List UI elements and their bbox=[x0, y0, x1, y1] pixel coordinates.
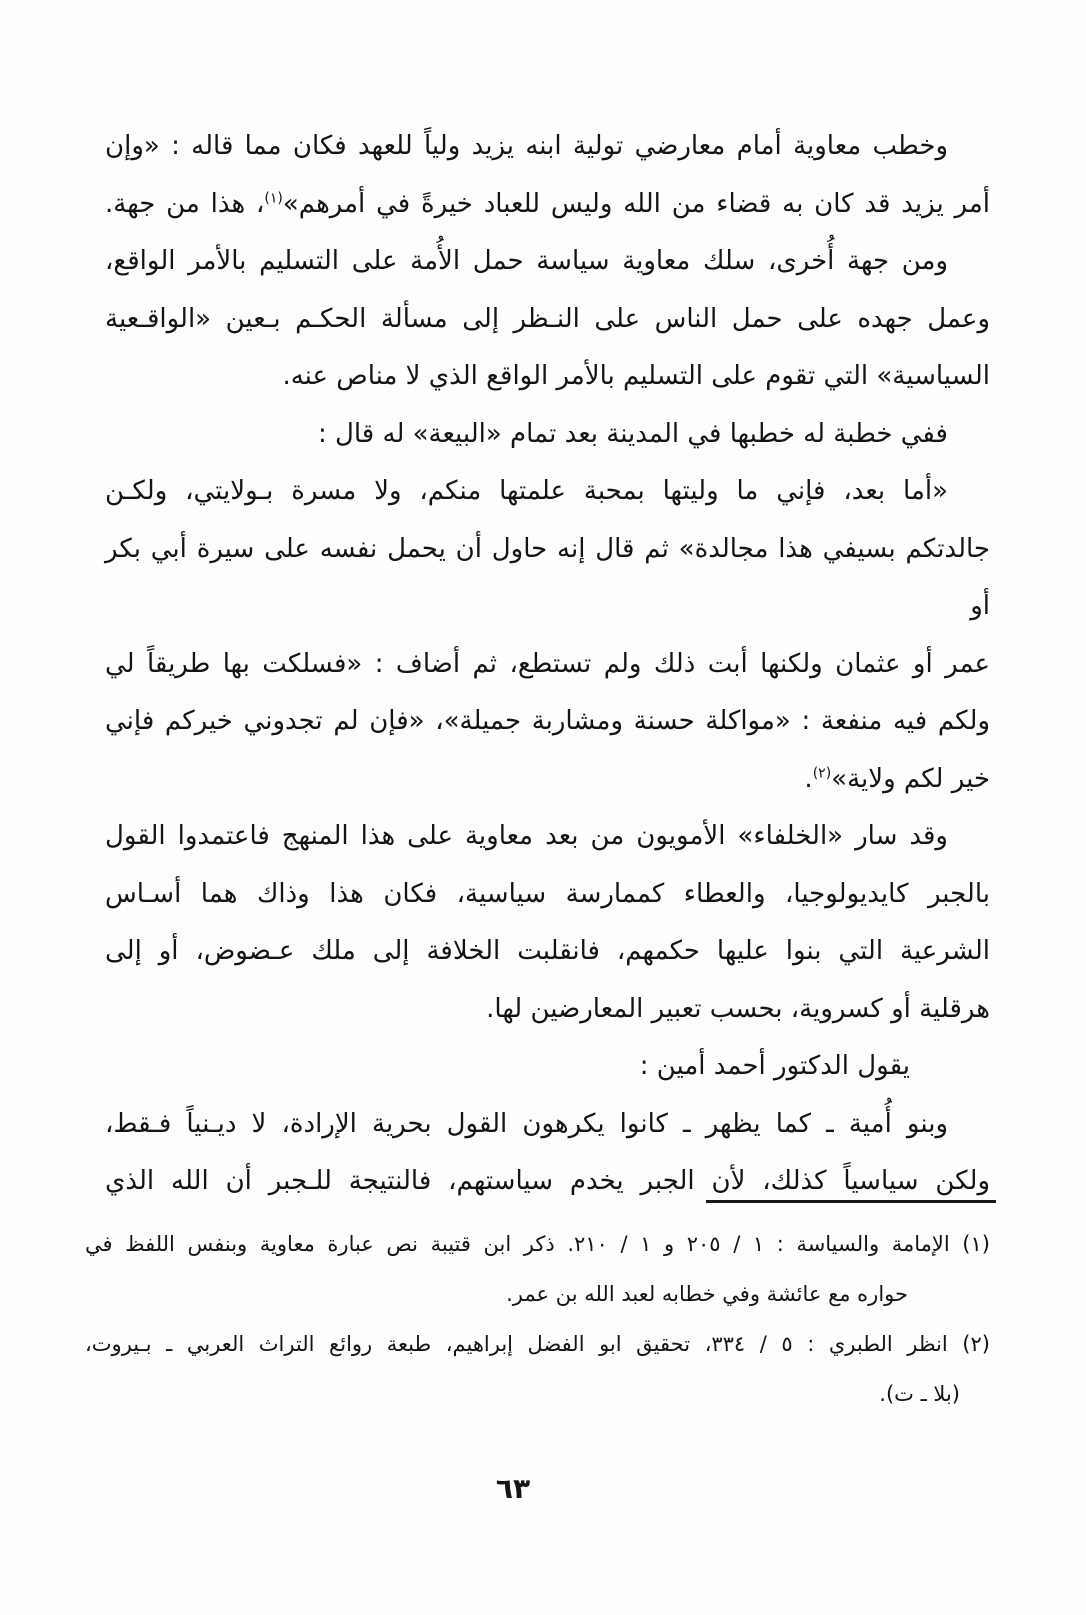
body-line: بالجبر كايديولوجيا، والعطاء كممارسة سياسية، فكان هذا وذاك هما أسـاس bbox=[105, 878, 990, 909]
footnote-separator bbox=[706, 1200, 996, 1203]
body-line: ولكم فيه منفعة : «مواكلة حسنة ومشاربة جميلة»، «فإن لم تجدوني خيركم فإني bbox=[105, 706, 990, 736]
body-line: ولكن سياسياً كذلك، لأن الجبر يخدم سياستهم، فالنتيجة للـجبر أن الله الذي bbox=[105, 1166, 990, 1196]
body-line: «أما بعد، فإني ما وليتها بمحبة علمتها منكم، ولا مسرة بـولايتي، ولكـن bbox=[105, 476, 948, 506]
body-line: عمر أو عثمان ولكنها أبت ذلك ولم تستطع، ثم أضاف : «فسلكت بها طريقاً لي bbox=[105, 648, 990, 679]
body-line: وقد سار «الخلفاء» الأمويون من بعد معاوية على هذا المنهج فاعتمدوا القول bbox=[105, 821, 948, 851]
body-line-text: خير لكم ولاية» bbox=[831, 763, 990, 794]
body-line bbox=[105, 176, 990, 234]
footnote-1-line-2: حواره مع عائشة وفي خطابه لعبد الله بن عمر. bbox=[506, 1282, 908, 1306]
body-line-text: ، هذا من جهة. bbox=[105, 188, 265, 219]
body-line: وعمل جهده على حمل الناس على النـظر إلى مسألة الحكـم بـعين «الواقـعية bbox=[105, 303, 990, 334]
footnotes-section bbox=[85, 1200, 990, 1419]
body-line: هرقلية أو كسروية، بحسب تعبير المعارضين لها. bbox=[486, 993, 990, 1024]
body-line: جالدتكم بسيفي هذا مجالدة» ثم قال إنه حاول أن يحمل نفسه على سيرة أبي بكر أو bbox=[105, 533, 990, 621]
body-line: وخطب معاوية أمام معارضي تولية ابنه يزيد ولياً للعهد فكان مما قاله : «وإن bbox=[105, 131, 948, 161]
footnote-ref-1: (١) bbox=[264, 189, 283, 206]
page-number: ٦٣ bbox=[495, 1472, 531, 1505]
body-line-text: . bbox=[804, 763, 813, 794]
body-line bbox=[105, 751, 990, 809]
footnote-2-line-1: (٢) انظر الطبري : ٥ / ٣٣٤، تحقيق ابو الفضل إبراهيم، طبعة روائع التراث العربي ـ بـيروت، bbox=[85, 1332, 990, 1356]
footnote-1-line-1: (١) الإمامة والسياسة : ١ / ٢٠٥ و ١ / ٢١٠. ذكر ابن قتيبة نص عبارة معاوية وبنفس اللفظ في bbox=[85, 1232, 990, 1256]
body-line: وبنو أُمية ـ كما يظهر ـ كانوا يكرهون القول بحرية الإرادة، لا ديـنياً فـقط، bbox=[105, 1108, 948, 1139]
body-text bbox=[105, 118, 990, 1211]
body-line: السياسية» التي تقوم على التسليم بالأمر الواقع الذي لا مناص عنه. bbox=[282, 361, 990, 391]
body-line-text: أمر يزيد قد كان به قضاء من الله وليس للعباد خيرةً في أمرهم» bbox=[282, 188, 991, 219]
body-line: ففي خطبة له خطبها في المدينة بعد تمام «البيعة» له قال : bbox=[317, 418, 948, 449]
footnote-ref-2: (٢) bbox=[812, 764, 832, 781]
body-line: الشرعية التي بنوا عليها حكمهم، فانقلبت الخلافة إلى ملك عـضوض، أو إلى bbox=[105, 936, 990, 966]
body-line: ومن جهة أُخرى، سلك معاوية سياسة حمل الأُمة على التسليم بالأمر الواقع، bbox=[105, 246, 948, 276]
body-line: يقول الدكتور أحمد أمين : bbox=[639, 1051, 910, 1081]
footnote-2-line-2: (بلا ـ ت). bbox=[879, 1382, 960, 1406]
